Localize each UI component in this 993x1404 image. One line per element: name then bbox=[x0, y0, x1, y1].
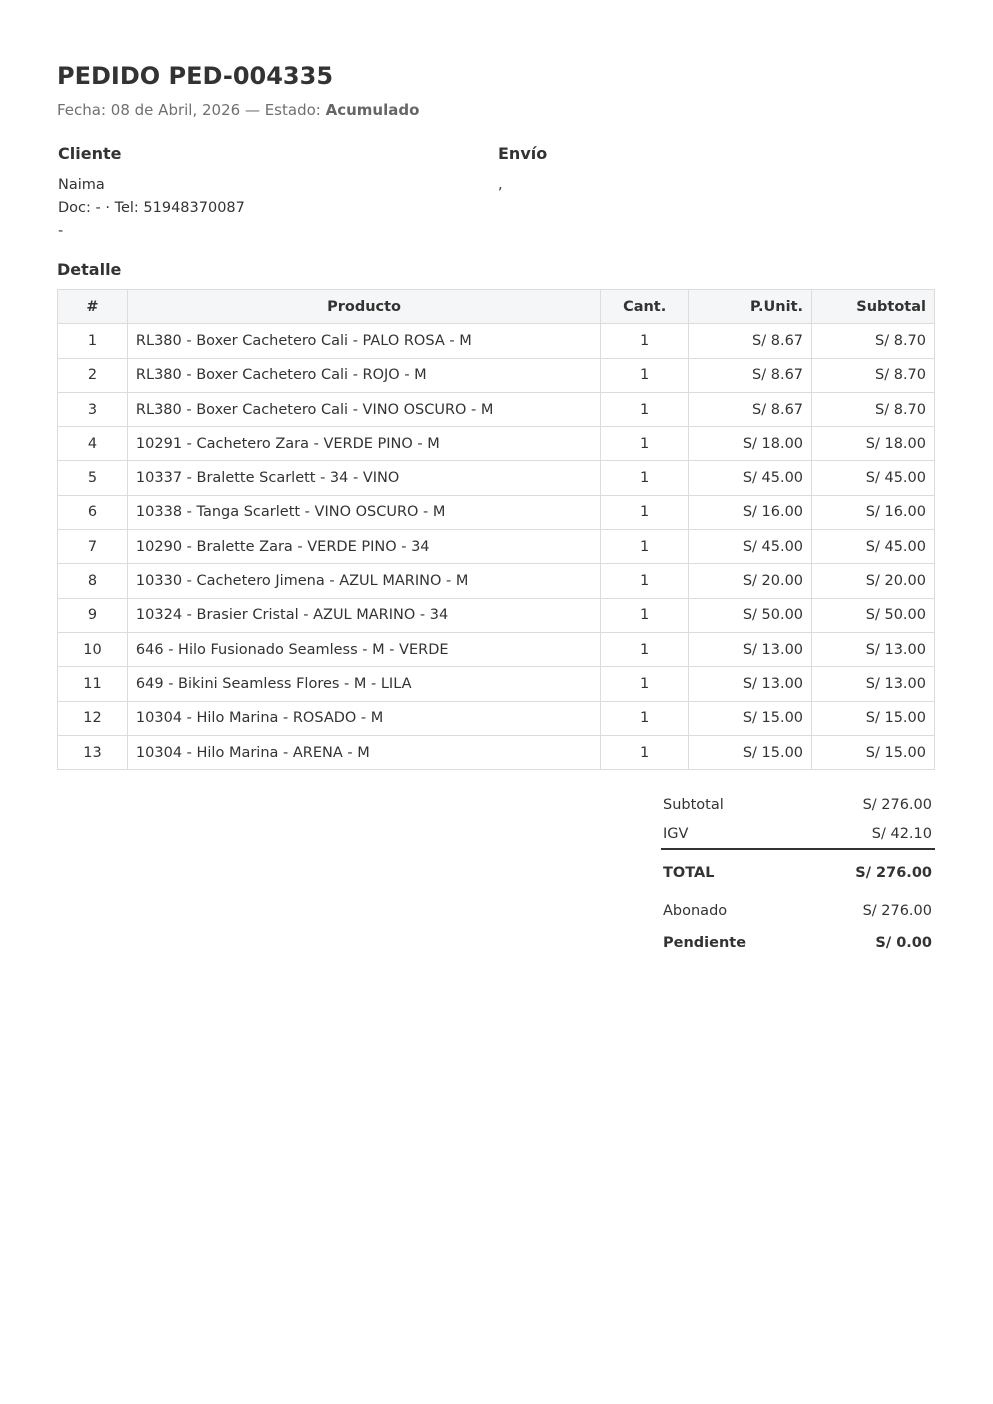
table-row bbox=[58, 461, 935, 495]
totals-igv-row bbox=[661, 820, 935, 850]
row-unit-price: S/ 50.00 bbox=[689, 598, 812, 632]
row-product: 10304 - Hilo Marina - ROSADO - M bbox=[127, 701, 600, 735]
col-header-subtotal: Subtotal bbox=[812, 290, 935, 324]
order-date-label: Fecha: 08 de Abril, 2026 — Estado: bbox=[57, 101, 321, 119]
row-num: 2 bbox=[58, 358, 128, 392]
table-row bbox=[58, 632, 935, 666]
igv-label: IGV bbox=[663, 826, 689, 842]
row-subtotal: S/ 45.00 bbox=[812, 530, 935, 564]
order-status: Acumulado bbox=[325, 101, 420, 119]
total-label: TOTAL bbox=[663, 865, 715, 881]
cliente-extra: - bbox=[58, 223, 64, 239]
table-row bbox=[58, 735, 935, 769]
row-qty: 1 bbox=[601, 667, 689, 701]
row-unit-price: S/ 15.00 bbox=[689, 735, 812, 769]
col-header-qty: Cant. bbox=[601, 290, 689, 324]
row-product: RL380 - Boxer Cachetero Cali - PALO ROSA - M bbox=[127, 324, 600, 358]
row-product: 649 - Bikini Seamless Flores - M - LILA bbox=[127, 667, 600, 701]
row-qty: 1 bbox=[601, 564, 689, 598]
order-date-status bbox=[57, 101, 419, 119]
pendiente-value: S/ 0.00 bbox=[875, 934, 932, 951]
table-row bbox=[58, 324, 935, 358]
row-unit-price: S/ 16.00 bbox=[689, 495, 812, 529]
row-unit-price: S/ 8.67 bbox=[689, 392, 812, 426]
row-num: 5 bbox=[58, 461, 128, 495]
totals-divider-gap bbox=[800, 850, 802, 852]
row-subtotal: S/ 20.00 bbox=[812, 564, 935, 598]
row-num: 8 bbox=[58, 564, 128, 598]
table-row bbox=[58, 667, 935, 701]
table-row bbox=[58, 358, 935, 392]
row-unit-price: S/ 45.00 bbox=[689, 461, 812, 495]
col-header-product: Producto bbox=[127, 290, 600, 324]
row-subtotal: S/ 15.00 bbox=[812, 735, 935, 769]
detalle-heading: Detalle bbox=[57, 260, 122, 279]
row-product: 10338 - Tanga Scarlett - VINO OSCURO - M bbox=[127, 495, 600, 529]
table-row bbox=[58, 392, 935, 426]
subtotal-value: S/ 276.00 bbox=[862, 797, 932, 813]
row-unit-price: S/ 45.00 bbox=[689, 530, 812, 564]
row-qty: 1 bbox=[601, 632, 689, 666]
row-qty: 1 bbox=[601, 324, 689, 358]
row-subtotal: S/ 8.70 bbox=[812, 324, 935, 358]
row-subtotal: S/ 45.00 bbox=[812, 461, 935, 495]
totals-total-row bbox=[661, 850, 935, 892]
row-qty: 1 bbox=[601, 598, 689, 632]
row-subtotal: S/ 50.00 bbox=[812, 598, 935, 632]
row-num: 3 bbox=[58, 392, 128, 426]
envio-address: , bbox=[498, 177, 503, 193]
cliente-heading: Cliente bbox=[58, 144, 122, 163]
abonado-value: S/ 276.00 bbox=[862, 903, 932, 919]
row-unit-price: S/ 8.67 bbox=[689, 358, 812, 392]
row-num: 6 bbox=[58, 495, 128, 529]
row-product: 10330 - Cachetero Jimena - AZUL MARINO - M bbox=[127, 564, 600, 598]
row-product: 646 - Hilo Fusionado Seamless - M - VERDE bbox=[127, 632, 600, 666]
row-qty: 1 bbox=[601, 530, 689, 564]
row-product: 10290 - Bralette Zara - VERDE PINO - 34 bbox=[127, 530, 600, 564]
envio-heading: Envío bbox=[498, 144, 548, 163]
row-num: 11 bbox=[58, 667, 128, 701]
table-row bbox=[58, 701, 935, 735]
row-product: 10291 - Cachetero Zara - VERDE PINO - M bbox=[127, 427, 600, 461]
row-unit-price: S/ 13.00 bbox=[689, 667, 812, 701]
row-unit-price: S/ 15.00 bbox=[689, 701, 812, 735]
row-product: RL380 - Boxer Cachetero Cali - VINO OSCURO - M bbox=[127, 392, 600, 426]
row-num: 4 bbox=[58, 427, 128, 461]
row-num: 7 bbox=[58, 530, 128, 564]
row-qty: 1 bbox=[601, 461, 689, 495]
row-unit-price: S/ 20.00 bbox=[689, 564, 812, 598]
row-num: 13 bbox=[58, 735, 128, 769]
table-row bbox=[58, 495, 935, 529]
row-subtotal: S/ 16.00 bbox=[812, 495, 935, 529]
row-qty: 1 bbox=[601, 701, 689, 735]
row-unit-price: S/ 18.00 bbox=[689, 427, 812, 461]
igv-value: S/ 42.10 bbox=[871, 826, 932, 842]
cliente-name: Naima bbox=[58, 177, 105, 193]
row-qty: 1 bbox=[601, 495, 689, 529]
row-product: 10324 - Brasier Cristal - AZUL MARINO - 34 bbox=[127, 598, 600, 632]
cliente-info bbox=[58, 174, 245, 243]
totals-pendiente-row bbox=[661, 926, 935, 959]
items-header-row bbox=[58, 290, 935, 324]
order-title: PEDIDO PED-004335 bbox=[57, 62, 334, 90]
totals-subtotal-row bbox=[661, 790, 935, 820]
table-row bbox=[58, 530, 935, 564]
row-qty: 1 bbox=[601, 358, 689, 392]
table-row bbox=[58, 427, 935, 461]
envio-info bbox=[498, 174, 503, 197]
row-subtotal: S/ 18.00 bbox=[812, 427, 935, 461]
col-header-num: # bbox=[58, 290, 128, 324]
table-row bbox=[58, 564, 935, 598]
row-qty: 1 bbox=[601, 735, 689, 769]
row-qty: 1 bbox=[601, 427, 689, 461]
totals-abonado-row bbox=[661, 892, 935, 926]
abonado-label: Abonado bbox=[663, 903, 728, 919]
row-subtotal: S/ 13.00 bbox=[812, 667, 935, 701]
pendiente-label: Pendiente bbox=[663, 934, 747, 951]
cliente-doc-tel: Doc: - · Tel: 51948370087 bbox=[58, 200, 245, 216]
row-num: 12 bbox=[58, 701, 128, 735]
col-header-unit-price: P.Unit. bbox=[689, 290, 812, 324]
row-num: 9 bbox=[58, 598, 128, 632]
table-row bbox=[58, 598, 935, 632]
total-value: S/ 276.00 bbox=[855, 865, 932, 881]
row-subtotal: S/ 15.00 bbox=[812, 701, 935, 735]
row-num: 1 bbox=[58, 324, 128, 358]
row-product: 10337 - Bralette Scarlett - 34 - VINO bbox=[127, 461, 600, 495]
row-unit-price: S/ 8.67 bbox=[689, 324, 812, 358]
row-num: 10 bbox=[58, 632, 128, 666]
items-table bbox=[57, 289, 935, 770]
row-product: 10304 - Hilo Marina - ARENA - M bbox=[127, 735, 600, 769]
row-qty: 1 bbox=[601, 392, 689, 426]
row-subtotal: S/ 8.70 bbox=[812, 358, 935, 392]
subtotal-label: Subtotal bbox=[663, 797, 724, 813]
row-subtotal: S/ 8.70 bbox=[812, 392, 935, 426]
row-unit-price: S/ 13.00 bbox=[689, 632, 812, 666]
row-subtotal: S/ 13.00 bbox=[812, 632, 935, 666]
totals-block bbox=[661, 790, 935, 959]
row-product: RL380 - Boxer Cachetero Cali - ROJO - M bbox=[127, 358, 600, 392]
